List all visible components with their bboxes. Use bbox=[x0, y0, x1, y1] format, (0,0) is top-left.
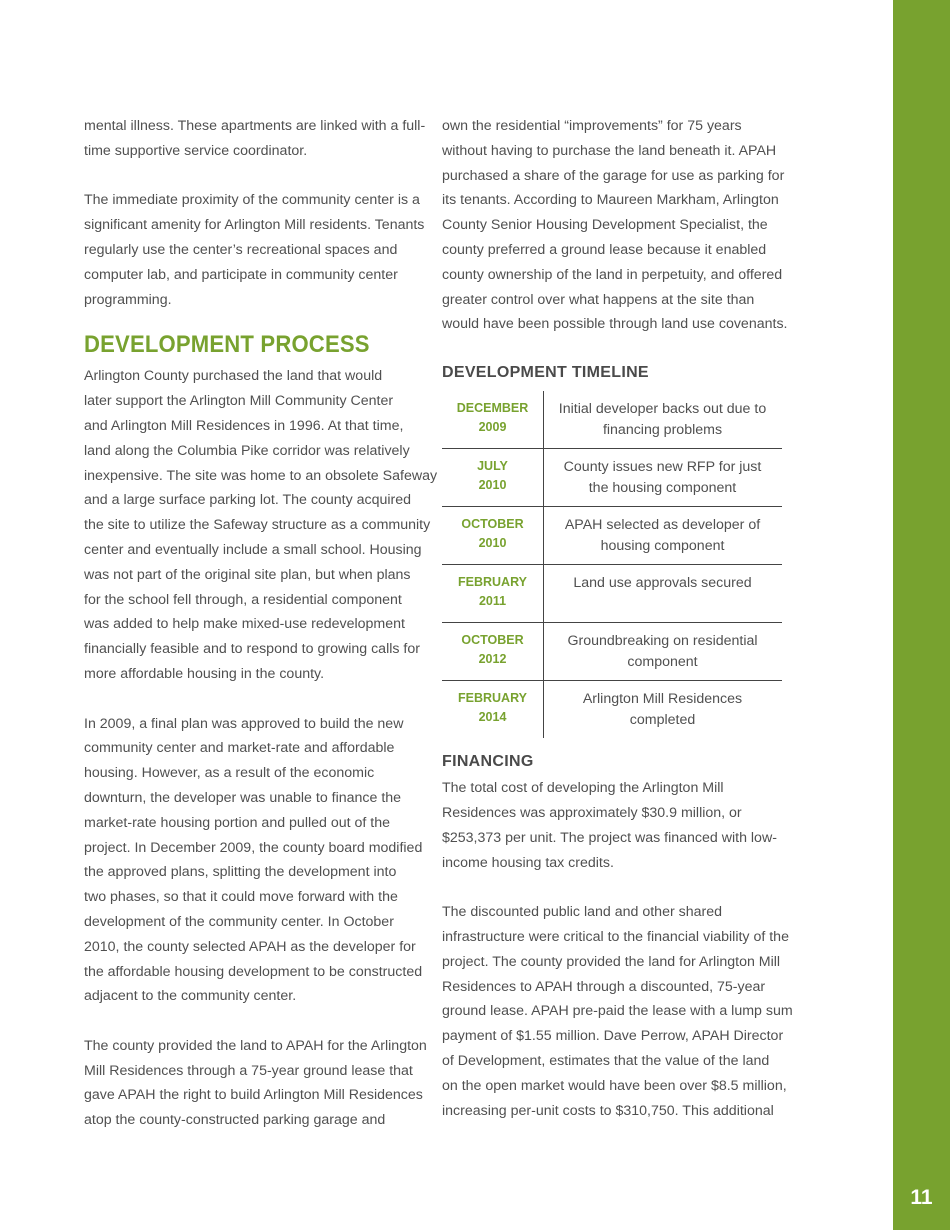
text-line: housing. However, as a result of the economic bbox=[84, 765, 375, 782]
timeline-month: FEBRUARY bbox=[458, 575, 527, 590]
text-line: market-rate housing portion and pulled out of the bbox=[84, 814, 391, 831]
timeline-description bbox=[543, 565, 782, 622]
timeline-desc-line: Arlington Mill Residences bbox=[582, 691, 743, 708]
discount-paragraph bbox=[442, 900, 793, 1123]
timeline-year: 2009 bbox=[478, 420, 507, 435]
text-line: development of the community center. In October bbox=[84, 913, 394, 930]
timeline-date bbox=[442, 623, 543, 680]
text-line: own the residential “improvements” for 75 years bbox=[442, 118, 742, 134]
timeline-month: JULY bbox=[477, 459, 508, 474]
timeline-date bbox=[442, 449, 543, 506]
text-line: land along the Columbia Pike corridor was relatively bbox=[84, 442, 410, 459]
text-line: The county provided the land to APAH for the Arlington bbox=[84, 1037, 427, 1054]
text-line: for the school fell through, a residential component bbox=[84, 591, 402, 608]
timeline-description bbox=[543, 623, 782, 680]
text-line: infrastructure were critical to the financial viability of the bbox=[442, 928, 789, 945]
timeline-date bbox=[442, 507, 543, 564]
timeline-description bbox=[543, 449, 782, 506]
right-column bbox=[442, 114, 793, 1123]
timeline-desc-line: financing problems bbox=[602, 421, 723, 438]
text-line: and Arlington Mill Residences in 1996. At that time, bbox=[84, 417, 404, 434]
text-line: community center and market-rate and affordable bbox=[84, 740, 395, 757]
text-line: of Development, estimates that the value of the land bbox=[442, 1052, 770, 1069]
text-line: The total cost of developing the Arlington Mill bbox=[442, 780, 724, 797]
timeline-month: OCTOBER bbox=[461, 517, 524, 532]
timeline-description bbox=[543, 507, 782, 564]
timeline-desc-line: Groundbreaking on residential bbox=[567, 633, 758, 650]
timeline-divider bbox=[543, 391, 544, 738]
text-line: more affordable housing in the county. bbox=[84, 665, 325, 682]
text-line: county preferred a ground lease because it enabled bbox=[442, 241, 767, 258]
timeline-month: DECEMBER bbox=[456, 401, 529, 416]
text-line: programming. bbox=[84, 291, 172, 308]
text-line: payment of $1.55 million. Dave Perrow, APAH Director bbox=[442, 1028, 784, 1045]
text-line: The immediate proximity of the community center is a bbox=[84, 192, 420, 209]
text-line: the affordable housing development to be constructed bbox=[84, 963, 423, 980]
timeline-date bbox=[442, 565, 543, 622]
lease-continued-paragraph bbox=[442, 114, 787, 337]
timeline-row bbox=[442, 623, 782, 681]
financing-paragraph bbox=[442, 776, 787, 875]
development-timeline-heading: DEVELOPMENT TIMELINE bbox=[442, 364, 649, 382]
development-timeline bbox=[442, 391, 782, 738]
text-line: center and eventually include a small school. Housing bbox=[84, 541, 422, 558]
text-line: on the open market would have been over $8.5 million, bbox=[442, 1077, 787, 1094]
text-line: Arlington County purchased the land that would bbox=[84, 368, 383, 385]
timeline-desc-line: Land use approvals secured bbox=[573, 575, 752, 592]
timeline-desc-line: housing component bbox=[600, 537, 725, 554]
text-line: income housing tax credits. bbox=[442, 854, 614, 871]
timeline-desc-line: the housing component bbox=[588, 479, 737, 496]
text-line: inexpensive. The site was home to an obsolete Safeway bbox=[84, 467, 438, 484]
timeline-row bbox=[442, 565, 782, 623]
timeline-description bbox=[543, 681, 782, 738]
text-line: In 2009, a final plan was approved to build the new bbox=[84, 715, 404, 732]
timeline-desc-line: APAH selected as developer of bbox=[564, 517, 761, 534]
text-line: Mill Residences through a 75-year ground lease that bbox=[84, 1062, 413, 1079]
text-line: The discounted public land and other shared bbox=[442, 904, 723, 921]
left-column bbox=[84, 114, 438, 1133]
text-line: the approved plans, splitting the development into bbox=[84, 864, 397, 881]
text-line: would have been possible through land use covenants. bbox=[442, 316, 788, 333]
text-line: ground lease. APAH pre-paid the lease with a lump sum bbox=[442, 1003, 793, 1020]
text-line: greater control over what happens at the site than bbox=[442, 291, 755, 308]
timeline-desc-line: completed bbox=[629, 711, 696, 728]
timeline-year: 2014 bbox=[478, 710, 507, 725]
text-line: adjacent to the community center. bbox=[84, 988, 297, 1005]
text-line: project. The county provided the land for Arlington Mill bbox=[442, 953, 781, 970]
financing-heading: FINANCING bbox=[442, 753, 534, 771]
timeline-month: OCTOBER bbox=[461, 633, 524, 648]
text-line: its tenants. According to Maureen Markham, Arlington bbox=[442, 192, 779, 209]
text-line: the site to utilize the Safeway structure as a community bbox=[84, 517, 431, 534]
process-paragraph bbox=[84, 364, 438, 686]
text-line: without having to purchase the land beneath it. APAH bbox=[442, 142, 777, 159]
text-line: mental illness. These apartments are linked with a full- bbox=[84, 118, 426, 134]
text-line: $253,373 per unit. The project was financed with low- bbox=[442, 829, 777, 846]
timeline-row bbox=[442, 681, 782, 738]
timeline-year: 2011 bbox=[478, 594, 507, 609]
text-line: computer lab, and participate in community center bbox=[84, 266, 398, 283]
text-line: downturn, the developer was unable to finance the bbox=[84, 789, 402, 806]
text-line: two phases, so that it could move forward with the bbox=[84, 889, 398, 906]
text-line: and a large surface parking lot. The county acquired bbox=[84, 492, 412, 509]
text-line: was added to help make mixed-use redevelopment bbox=[84, 616, 405, 633]
text-line: 2010, the county selected APAH as the developer for bbox=[84, 938, 416, 955]
text-line: time supportive service coordinator. bbox=[84, 142, 308, 159]
text-line: regularly use the center’s recreational spaces and bbox=[84, 241, 398, 258]
timeline-desc-line: County issues new RFP for just bbox=[563, 459, 762, 476]
timeline-date bbox=[442, 681, 543, 738]
timeline-month: FEBRUARY bbox=[458, 691, 527, 706]
green-sidebar bbox=[893, 0, 950, 1230]
timeline-desc-line: Initial developer backs out due to bbox=[558, 401, 767, 418]
text-line: County Senior Housing Development Specialist, the bbox=[442, 217, 768, 234]
intro-paragraph bbox=[84, 114, 424, 164]
proximity-paragraph bbox=[84, 188, 424, 312]
text-line: increasing per-unit costs to $310,750. This additional bbox=[442, 1102, 774, 1119]
text-line: atop the county-constructed parking garage and bbox=[84, 1112, 386, 1129]
text-line: gave APAH the right to build Arlington Mill Residences bbox=[84, 1087, 423, 1104]
timeline-date bbox=[442, 391, 543, 448]
text-line: purchased a share of the garage for use as parking for bbox=[442, 167, 785, 184]
plan-paragraph bbox=[84, 712, 424, 1010]
text-line: county ownership of the land in perpetuity, and offered bbox=[442, 266, 783, 283]
timeline-desc-line: component bbox=[627, 653, 698, 670]
text-line: Residences to APAH through a discounted, 75-year bbox=[442, 978, 766, 995]
text-line: financially feasible and to respond to growing calls for bbox=[84, 641, 420, 658]
text-line: project. In December 2009, the county board modified bbox=[84, 839, 423, 856]
text-line: Residences was approximately $30.9 million, or bbox=[442, 804, 742, 821]
timeline-row bbox=[442, 449, 782, 507]
timeline-year: 2010 bbox=[478, 478, 507, 493]
timeline-year: 2010 bbox=[478, 536, 507, 551]
page-number: 11 bbox=[910, 1186, 933, 1209]
text-line: later support the Arlington Mill Community Center bbox=[84, 393, 394, 410]
development-process-heading: DEVELOPMENT PROCESS bbox=[84, 331, 370, 359]
text-line: significant amenity for Arlington Mill residents. Tenants bbox=[84, 217, 425, 234]
timeline-row bbox=[442, 507, 782, 565]
timeline-year: 2012 bbox=[478, 652, 507, 667]
timeline-description bbox=[543, 391, 782, 448]
text-line: was not part of the original site plan, but when plans bbox=[84, 566, 411, 583]
lease-paragraph bbox=[84, 1034, 427, 1133]
timeline-row bbox=[442, 391, 782, 449]
